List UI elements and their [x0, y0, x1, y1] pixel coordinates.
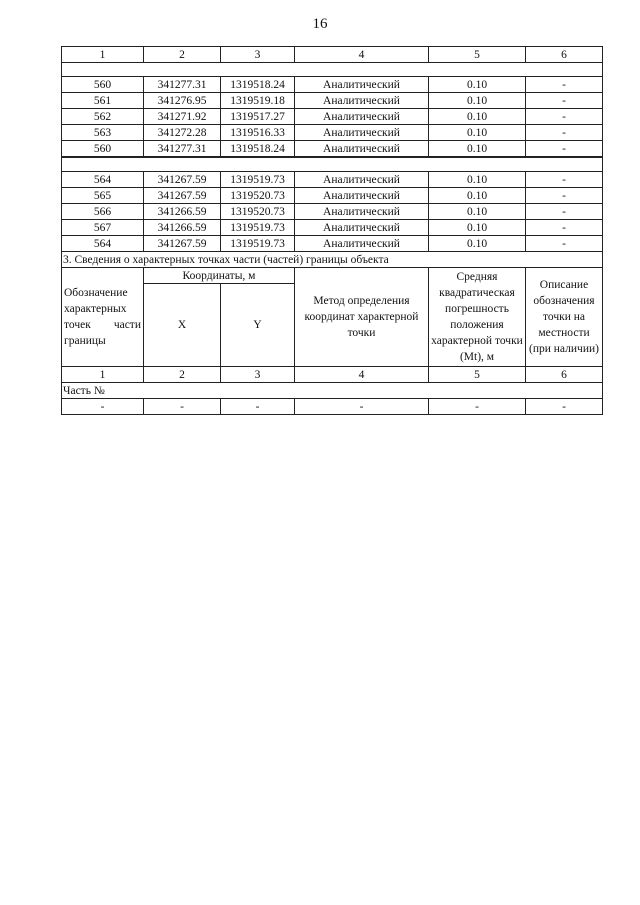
method: Аналитический [295, 188, 429, 204]
table-row [62, 125, 603, 141]
method: Аналитический [295, 141, 429, 158]
header-point-designation: Обозначение характерных точек части границы [62, 268, 144, 367]
header-method: Метод определения координат характерной точки [295, 268, 429, 367]
blank-row [62, 63, 603, 77]
coord-x: 341266.59 [144, 204, 221, 220]
header-coordinates: Координаты, м [144, 268, 295, 284]
column-number: 1 [62, 47, 144, 63]
method: Аналитический [295, 125, 429, 141]
coord-y: 1319520.73 [221, 204, 295, 220]
point-id: 566 [62, 204, 144, 220]
coord-x: 341277.31 [144, 141, 221, 158]
description: - [526, 172, 603, 188]
column-number-row [62, 47, 603, 63]
method: Аналитический [295, 204, 429, 220]
coord-y: 1319519.73 [221, 220, 295, 236]
table-row [62, 220, 603, 236]
cell: - [526, 399, 603, 415]
description: - [526, 125, 603, 141]
coord-x: 341267.59 [144, 188, 221, 204]
table-row [62, 141, 603, 158]
coord-x: 341266.59 [144, 220, 221, 236]
column-number: 1 [62, 367, 144, 383]
coord-y: 1319517.27 [221, 109, 295, 125]
point-id: 564 [62, 236, 144, 252]
column-number: 3 [221, 367, 295, 383]
column-number: 6 [526, 367, 603, 383]
table-row [62, 172, 603, 188]
table-row [62, 93, 603, 109]
coord-x: 341276.95 [144, 93, 221, 109]
table-row [62, 204, 603, 220]
blank-row [62, 157, 603, 172]
column-number: 2 [144, 47, 221, 63]
column-number: 5 [429, 47, 526, 63]
coord-y: 1319519.73 [221, 236, 295, 252]
method: Аналитический [295, 109, 429, 125]
description: - [526, 220, 603, 236]
section-title: 3. Сведения о характерных точках части (частей) границы объекта [62, 252, 603, 268]
coord-x: 341272.28 [144, 125, 221, 141]
cell: - [221, 399, 295, 415]
point-id: 562 [62, 109, 144, 125]
point-id: 561 [62, 93, 144, 109]
point-id: 560 [62, 141, 144, 158]
coord-x: 341277.31 [144, 77, 221, 93]
coord-x: 341267.59 [144, 236, 221, 252]
column-number: 5 [429, 367, 526, 383]
method: Аналитический [295, 77, 429, 93]
description: - [526, 109, 603, 125]
point-id: 560 [62, 77, 144, 93]
accuracy: 0.10 [429, 204, 526, 220]
accuracy: 0.10 [429, 77, 526, 93]
table-row [62, 109, 603, 125]
header-y: Y [221, 284, 295, 367]
description: - [526, 77, 603, 93]
coord-y: 1319518.24 [221, 141, 295, 158]
header-accuracy: Средняя квадратическая погрешность положения характерной точки (Mt), м [429, 268, 526, 367]
page-number: 16 [312, 16, 328, 32]
method: Аналитический [295, 220, 429, 236]
accuracy: 0.10 [429, 125, 526, 141]
coord-y: 1319519.73 [221, 172, 295, 188]
coord-y: 1319516.33 [221, 125, 295, 141]
method: Аналитический [295, 93, 429, 109]
column-number: 4 [295, 47, 429, 63]
point-id: 565 [62, 188, 144, 204]
description: - [526, 204, 603, 220]
table-row [62, 188, 603, 204]
cell: - [429, 399, 526, 415]
header-x: X [144, 284, 221, 367]
table-row [62, 399, 603, 415]
part-row [62, 383, 603, 399]
point-id: 563 [62, 125, 144, 141]
accuracy: 0.10 [429, 188, 526, 204]
accuracy: 0.10 [429, 141, 526, 158]
table-row [62, 77, 603, 93]
accuracy: 0.10 [429, 172, 526, 188]
column-number: 4 [295, 367, 429, 383]
coord-y: 1319520.73 [221, 188, 295, 204]
accuracy: 0.10 [429, 93, 526, 109]
cell: - [62, 399, 144, 415]
cell: - [144, 399, 221, 415]
description: - [526, 141, 603, 158]
point-id: 564 [62, 172, 144, 188]
column-number: 6 [526, 47, 603, 63]
method: Аналитический [295, 172, 429, 188]
part-label: Часть № [62, 383, 603, 399]
accuracy: 0.10 [429, 236, 526, 252]
coord-y: 1319519.18 [221, 93, 295, 109]
column-number: 3 [221, 47, 295, 63]
description: - [526, 188, 603, 204]
column-number: 2 [144, 367, 221, 383]
coord-y: 1319518.24 [221, 77, 295, 93]
accuracy: 0.10 [429, 109, 526, 125]
cell: - [295, 399, 429, 415]
accuracy: 0.10 [429, 220, 526, 236]
header-row-1 [62, 268, 603, 284]
coordinates-table [61, 46, 603, 415]
column-number-row [62, 367, 603, 383]
section-title-row [62, 252, 603, 268]
coord-x: 341267.59 [144, 172, 221, 188]
description: - [526, 236, 603, 252]
table-row [62, 236, 603, 252]
coord-x: 341271.92 [144, 109, 221, 125]
point-id: 567 [62, 220, 144, 236]
method: Аналитический [295, 236, 429, 252]
description: - [526, 93, 603, 109]
header-description: Описание обозначения точки на местности (при наличии) [526, 268, 603, 367]
